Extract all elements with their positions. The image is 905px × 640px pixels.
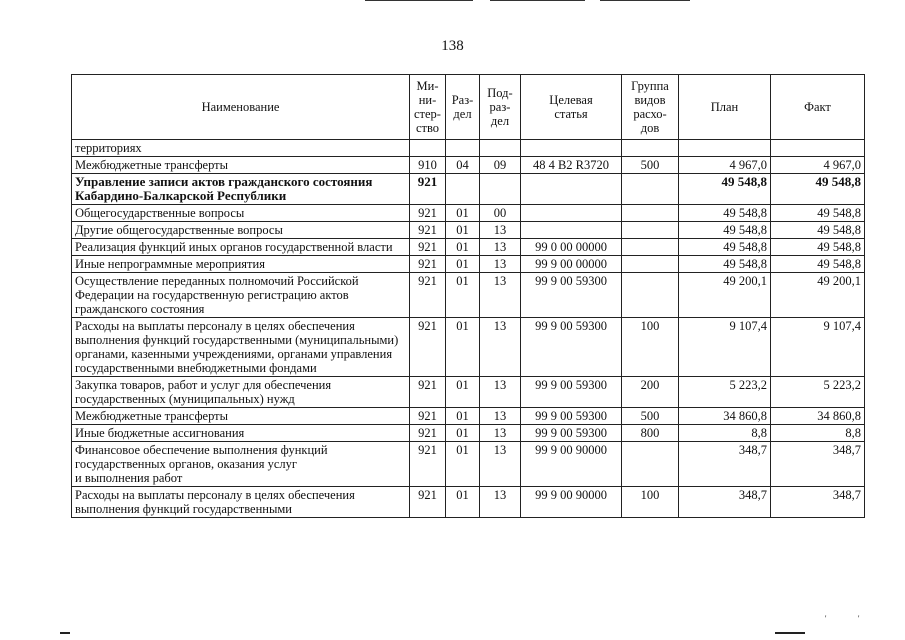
cell-ministry: 921 — [410, 256, 446, 273]
cell-section: 01 — [446, 222, 480, 239]
cell-expense-group — [622, 205, 679, 222]
cell-ministry — [410, 140, 446, 157]
cell-name: Межбюджетные трансферты — [72, 157, 410, 174]
table-row — [72, 273, 865, 318]
cell-ministry: 921 — [410, 174, 446, 205]
cell-plan: 49 548,8 — [679, 205, 771, 222]
top-rule-right — [600, 0, 690, 1]
top-rule-left — [365, 0, 473, 1]
cell-subsection: 13 — [480, 377, 521, 408]
scan-speck-1: ' — [825, 614, 827, 623]
cell-expense-group: 100 — [622, 318, 679, 377]
cell-section: 01 — [446, 408, 480, 425]
cell-plan: 49 200,1 — [679, 273, 771, 318]
bottom-mark-left — [60, 632, 70, 634]
page-number: 138 — [441, 38, 464, 54]
cell-expense-group: 100 — [622, 487, 679, 518]
table-row — [72, 222, 865, 239]
cell-name: Другие общегосударственные вопросы — [72, 222, 410, 239]
header-target: Целевая статья — [521, 75, 622, 140]
cell-plan: 9 107,4 — [679, 318, 771, 377]
cell-target — [521, 140, 622, 157]
cell-plan: 49 548,8 — [679, 256, 771, 273]
cell-expense-group — [622, 256, 679, 273]
cell-target: 48 4 B2 R3720 — [521, 157, 622, 174]
cell-fact: 4 967,0 — [771, 157, 865, 174]
cell-plan: 49 548,8 — [679, 239, 771, 256]
header-fact: Факт — [771, 75, 865, 140]
cell-expense-group — [622, 239, 679, 256]
cell-section: 01 — [446, 487, 480, 518]
header-ministry: Ми- ни- стер- ство — [410, 75, 446, 140]
cell-expense-group — [622, 140, 679, 157]
cell-subsection: 09 — [480, 157, 521, 174]
cell-name: Управление записи актов гражданского состояния Кабардино-Балкарской Республики — [72, 174, 410, 205]
cell-subsection: 13 — [480, 256, 521, 273]
header-expense-group: Группа видов расхо- дов — [622, 75, 679, 140]
budget-table — [71, 74, 865, 518]
cell-plan: 49 548,8 — [679, 222, 771, 239]
table-row — [72, 174, 865, 205]
cell-plan: 4 967,0 — [679, 157, 771, 174]
cell-name: Реализация функций иных органов государственной власти — [72, 239, 410, 256]
cell-name: Межбюджетные трансферты — [72, 408, 410, 425]
cell-fact: 49 548,8 — [771, 239, 865, 256]
cell-subsection: 13 — [480, 408, 521, 425]
cell-target: 99 9 00 00000 — [521, 256, 622, 273]
cell-expense-group: 500 — [622, 408, 679, 425]
cell-target: 99 9 00 59300 — [521, 273, 622, 318]
cell-target: 99 9 00 90000 — [521, 442, 622, 487]
table-row — [72, 239, 865, 256]
header-subsection: Под- раз- дел — [480, 75, 521, 140]
cell-ministry: 921 — [410, 442, 446, 487]
table-row — [72, 487, 865, 518]
cell-plan: 49 548,8 — [679, 174, 771, 205]
cell-plan: 34 860,8 — [679, 408, 771, 425]
cell-fact: 49 548,8 — [771, 205, 865, 222]
table-row — [72, 408, 865, 425]
cell-subsection — [480, 140, 521, 157]
cell-section: 01 — [446, 425, 480, 442]
cell-section: 01 — [446, 377, 480, 408]
header-section: Раз- дел — [446, 75, 480, 140]
cell-plan: 348,7 — [679, 487, 771, 518]
table-row — [72, 318, 865, 377]
cell-target: 99 9 00 59300 — [521, 425, 622, 442]
cell-plan — [679, 140, 771, 157]
cell-ministry: 921 — [410, 425, 446, 442]
cell-ministry: 921 — [410, 377, 446, 408]
cell-section: 01 — [446, 205, 480, 222]
cell-target: 99 9 00 59300 — [521, 377, 622, 408]
cell-ministry: 910 — [410, 157, 446, 174]
cell-name: Иные бюджетные ассигнования — [72, 425, 410, 442]
cell-subsection — [480, 174, 521, 205]
cell-ministry: 921 — [410, 239, 446, 256]
cell-fact: 9 107,4 — [771, 318, 865, 377]
cell-section — [446, 140, 480, 157]
cell-ministry: 921 — [410, 487, 446, 518]
table-header-row — [72, 75, 865, 140]
cell-name: Иные непрограммные мероприятия — [72, 256, 410, 273]
cell-subsection: 13 — [480, 487, 521, 518]
cell-subsection: 13 — [480, 442, 521, 487]
cell-name: Осуществление переданных полномочий Российской Федерации на государственную регистрацию актов гражданского состояния — [72, 273, 410, 318]
cell-fact: 49 200,1 — [771, 273, 865, 318]
header-name: Наименование — [72, 75, 410, 140]
bottom-mark-right — [775, 632, 805, 634]
cell-plan: 5 223,2 — [679, 377, 771, 408]
cell-section: 01 — [446, 442, 480, 487]
cell-ministry: 921 — [410, 205, 446, 222]
cell-fact: 49 548,8 — [771, 222, 865, 239]
cell-fact: 348,7 — [771, 442, 865, 487]
cell-target: 99 9 00 59300 — [521, 318, 622, 377]
cell-ministry: 921 — [410, 273, 446, 318]
table-row — [72, 205, 865, 222]
table-row — [72, 377, 865, 408]
cell-expense-group — [622, 273, 679, 318]
cell-fact: 348,7 — [771, 487, 865, 518]
cell-target — [521, 222, 622, 239]
table-row — [72, 442, 865, 487]
cell-target — [521, 174, 622, 205]
table-row — [72, 140, 865, 157]
cell-name: Расходы на выплаты персоналу в целях обеспечения выполнения функций государственными — [72, 487, 410, 518]
cell-subsection: 13 — [480, 425, 521, 442]
cell-subsection: 13 — [480, 318, 521, 377]
cell-expense-group: 500 — [622, 157, 679, 174]
cell-section: 04 — [446, 157, 480, 174]
cell-name: территориях — [72, 140, 410, 157]
cell-expense-group — [622, 222, 679, 239]
cell-section: 01 — [446, 273, 480, 318]
cell-name: Финансовое обеспечение выполнения функций государственных органов, оказания услуг и выполнения работ — [72, 442, 410, 487]
cell-expense-group: 800 — [622, 425, 679, 442]
cell-ministry: 921 — [410, 222, 446, 239]
cell-fact: 34 860,8 — [771, 408, 865, 425]
cell-section: 01 — [446, 239, 480, 256]
cell-ministry: 921 — [410, 318, 446, 377]
table-row — [72, 425, 865, 442]
cell-subsection: 13 — [480, 273, 521, 318]
cell-subsection: 13 — [480, 222, 521, 239]
cell-fact: 49 548,8 — [771, 256, 865, 273]
cell-plan: 348,7 — [679, 442, 771, 487]
cell-section: 01 — [446, 256, 480, 273]
cell-target: 99 9 00 59300 — [521, 408, 622, 425]
cell-subsection: 00 — [480, 205, 521, 222]
cell-ministry: 921 — [410, 408, 446, 425]
cell-plan: 8,8 — [679, 425, 771, 442]
header-plan: План — [679, 75, 771, 140]
cell-target — [521, 205, 622, 222]
table-row — [72, 256, 865, 273]
cell-fact — [771, 140, 865, 157]
cell-subsection: 13 — [480, 239, 521, 256]
cell-fact: 49 548,8 — [771, 174, 865, 205]
table-body — [72, 140, 865, 518]
cell-expense-group — [622, 442, 679, 487]
cell-fact: 5 223,2 — [771, 377, 865, 408]
cell-expense-group — [622, 174, 679, 205]
cell-target: 99 0 00 00000 — [521, 239, 622, 256]
table-row — [72, 157, 865, 174]
cell-target: 99 9 00 90000 — [521, 487, 622, 518]
top-rule-mid — [490, 0, 585, 1]
cell-name: Расходы на выплаты персоналу в целях обеспечения выполнения функций государственными (муниципальными) органами, казенными учреждениями, органами управления государственными внебюджетными фондами — [72, 318, 410, 377]
cell-name: Закупка товаров, работ и услуг для обеспечения государственных (муниципальных) нужд — [72, 377, 410, 408]
scan-speck-2: ' — [858, 614, 860, 623]
cell-section: 01 — [446, 318, 480, 377]
cell-name: Общегосударственные вопросы — [72, 205, 410, 222]
cell-section — [446, 174, 480, 205]
cell-expense-group: 200 — [622, 377, 679, 408]
cell-fact: 8,8 — [771, 425, 865, 442]
